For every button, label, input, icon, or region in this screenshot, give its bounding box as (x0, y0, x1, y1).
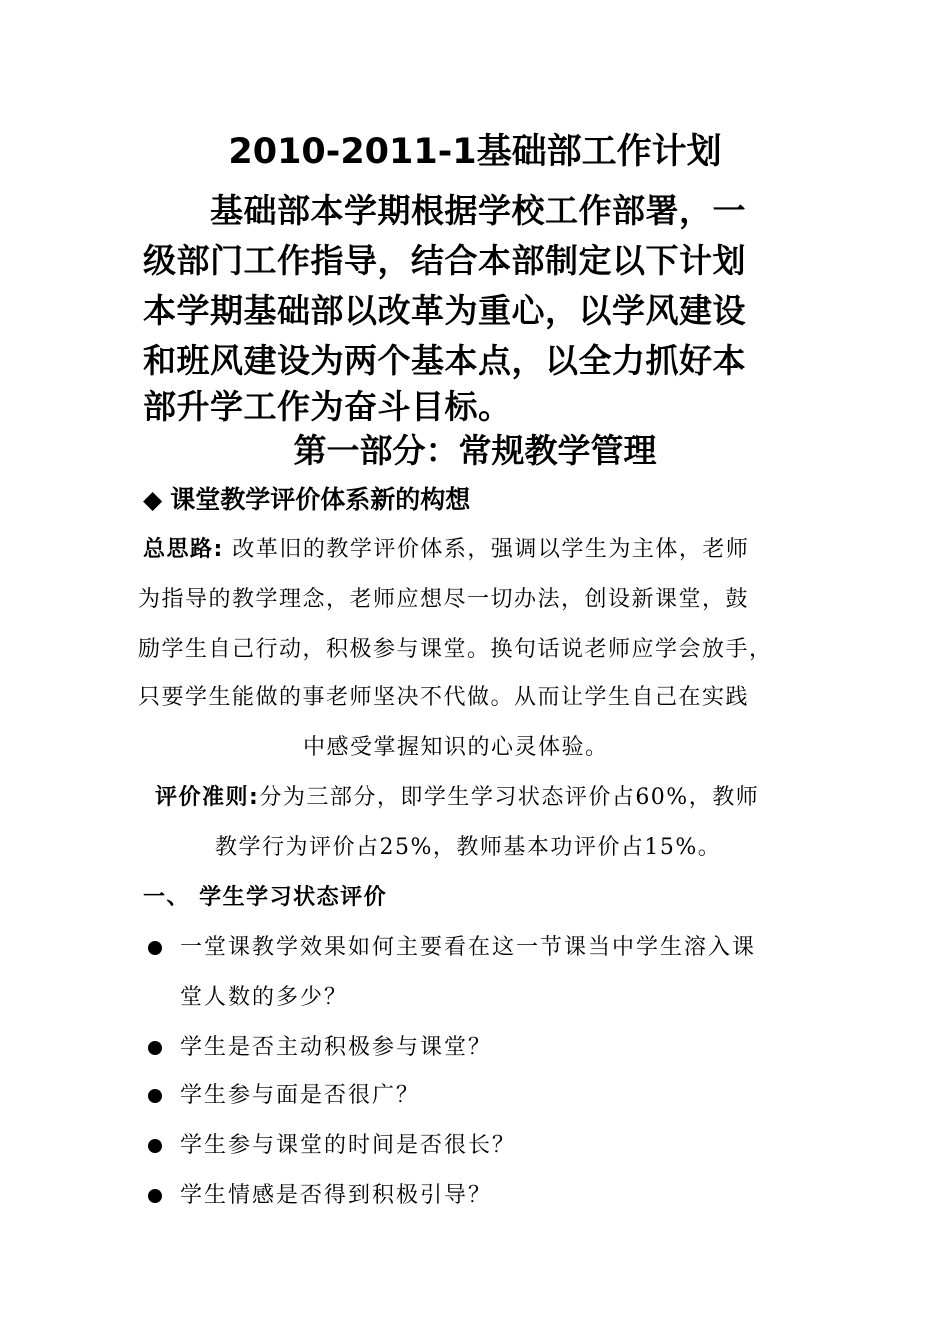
bullet-dot-icon (148, 941, 162, 955)
list-item: 学生情感是否得到积极引导？ (180, 1183, 493, 1208)
bullet-dot-icon (148, 1041, 162, 1055)
intro-line: 级部门工作指导，结合本部制定以下计划 (143, 241, 746, 280)
approach-text: 改革旧的教学评价体系，强调以学生为主体，老师 (223, 537, 750, 562)
section-heading (143, 480, 470, 520)
list-item: 学生是否主动积极参与课堂？ (180, 1035, 493, 1060)
list-item: 学生参与课堂的时间是否很长？ (180, 1133, 517, 1158)
part-heading: 第一部分：常规教学管理 (293, 431, 657, 470)
criteria-line (155, 778, 759, 818)
list-item: 一堂课教学效果如何主要看在这一节课当中学生溶入课 (180, 935, 757, 960)
bullet-dot-icon (148, 1189, 162, 1203)
approach-separator: : (213, 537, 224, 562)
approach-line: 励学生自己行动，积极参与课堂。换句话说老师应学会放手， (138, 637, 773, 662)
list-item: 学生参与面是否很广？ (180, 1083, 421, 1108)
criteria-line: 教学行为评价占25%，教师基本功评价占15%。 (215, 835, 722, 860)
subsection-heading: 一、 学生学习状态评价 (143, 885, 388, 910)
criteria-text: 分为三部分，即学生学习状态评价占60%，教师 (259, 785, 760, 810)
diamond-bullet-icon: ◆ (143, 485, 163, 514)
intro-line: 部升学工作为奋斗目标。 (143, 387, 512, 426)
intro-line: 基础部本学期根据学校工作部署，一 (210, 191, 746, 230)
criteria-label: 评价准则: (155, 785, 260, 810)
list-item-continuation: 堂人数的多少？ (180, 985, 349, 1010)
document-title: 2010-2011-1基础部工作计划 (228, 132, 722, 172)
approach-line: 只要学生能做的事老师坚决不代做。从而让学生自己在实践 (138, 685, 750, 710)
intro-line: 本学期基础部以改革为重心，以学风建设 (143, 291, 746, 330)
bullet-dot-icon (148, 1139, 162, 1153)
section-heading-text: 课堂教学评价体系新的构想 (170, 485, 471, 514)
approach-line (143, 530, 749, 570)
approach-line: 为指导的教学理念，老师应想尽一切办法，创设新课堂，鼓 (138, 587, 750, 612)
approach-line: 中感受掌握知识的心灵体验。 (303, 735, 609, 760)
intro-line: 和班风建设为两个基本点，以全力抓好本 (143, 341, 746, 380)
approach-label: 总思路 (143, 537, 214, 562)
bullet-dot-icon (148, 1089, 162, 1103)
